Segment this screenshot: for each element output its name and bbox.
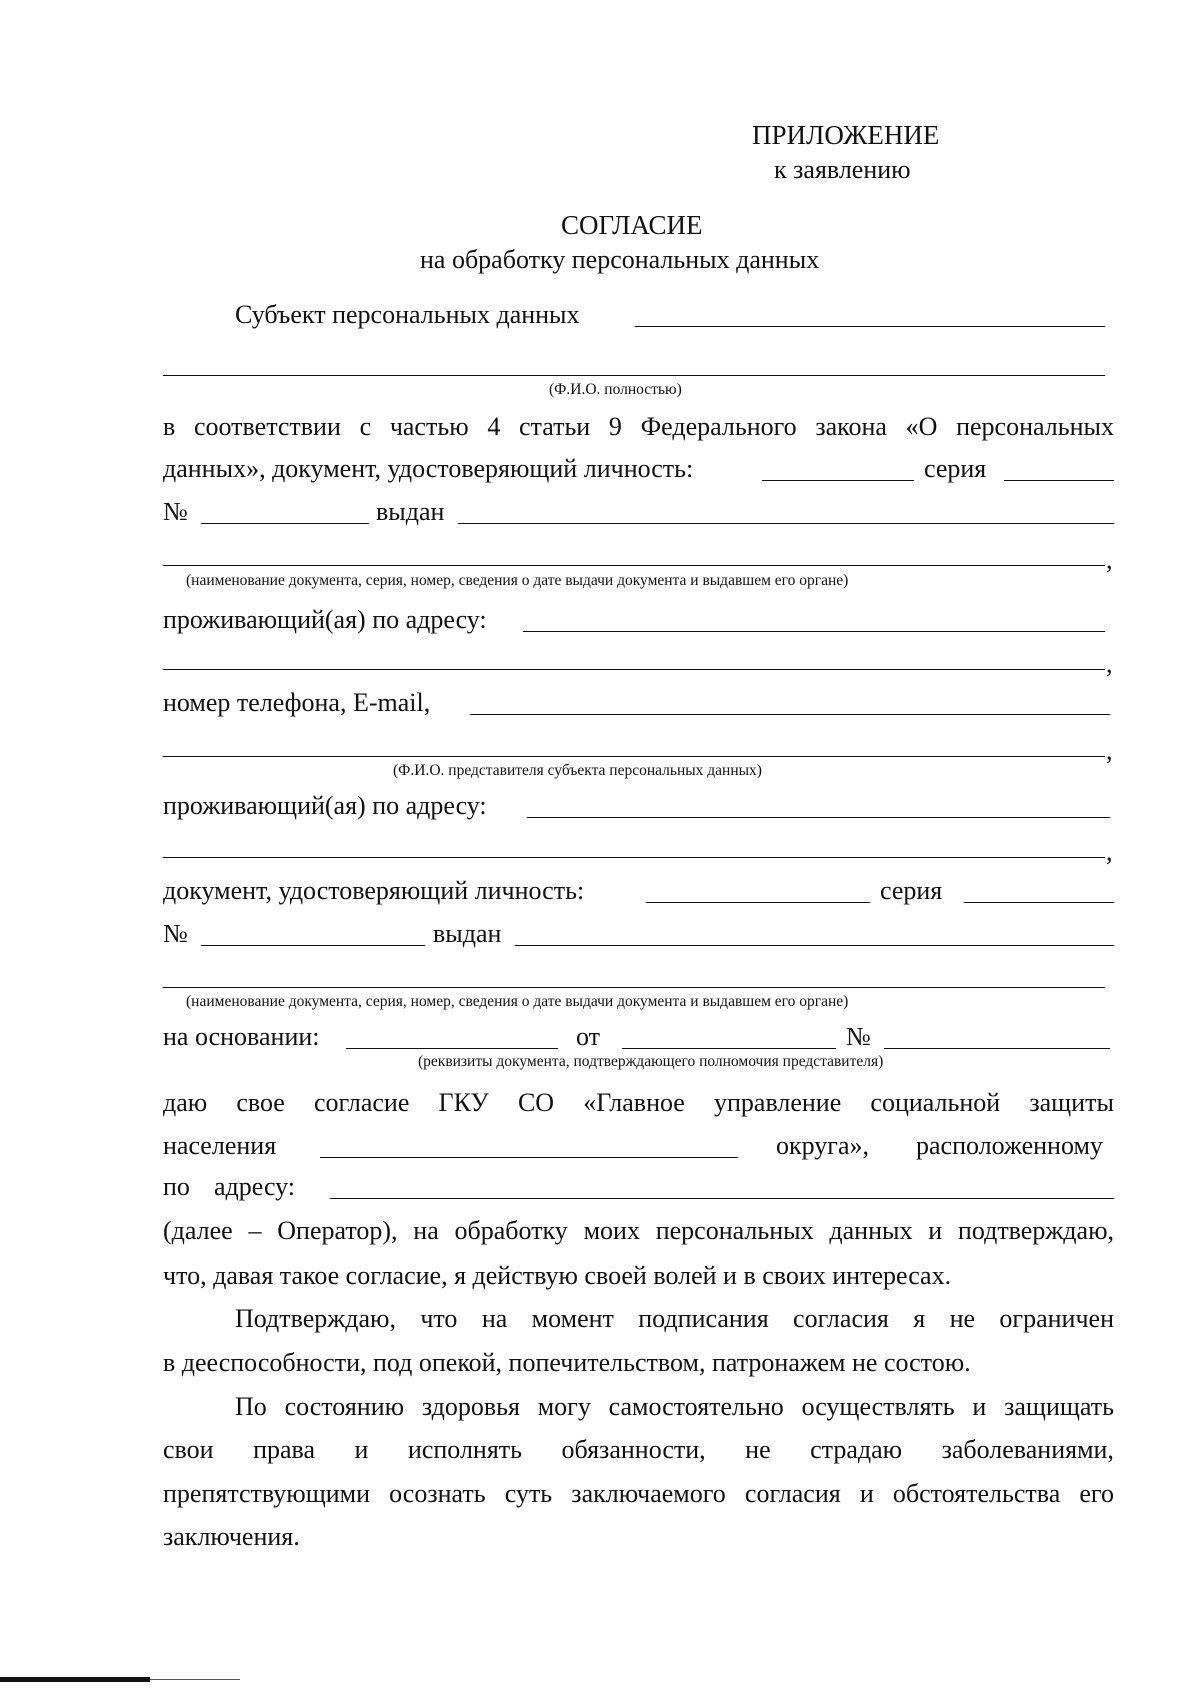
word: защиты (1029, 1088, 1114, 1117)
confirm-line-1 (235, 1304, 1114, 1334)
health-line-4: заключения. (163, 1522, 300, 1551)
word: статьи (519, 412, 591, 441)
basis-date-field[interactable] (622, 1048, 836, 1049)
law-line-1 (163, 412, 1114, 442)
basis-document-field[interactable] (346, 1048, 558, 1049)
representative-name-field[interactable] (163, 756, 1105, 757)
representative-address-field[interactable] (527, 817, 1110, 818)
located-label: расположенному (916, 1131, 1103, 1160)
word: могу (537, 1392, 591, 1421)
health-line-1 (235, 1392, 1114, 1422)
word: обязанности, (561, 1435, 706, 1464)
word: свое (236, 1088, 285, 1117)
word: состоянию (284, 1392, 405, 1421)
comma: , (1106, 545, 1113, 574)
issued-label: выдан (376, 497, 445, 526)
word: персональных (956, 412, 1114, 441)
word: заключаемого (571, 1479, 726, 1508)
word: даю (163, 1088, 208, 1117)
appendix-subheading: к заявлению (774, 155, 911, 184)
subject-label: Субъект персональных данных (235, 300, 580, 329)
word: (далее (163, 1216, 233, 1245)
appendix-heading: ПРИЛОЖЕНИЕ (752, 120, 940, 150)
number-sign: № (846, 1022, 871, 1051)
word: его (1079, 1479, 1114, 1508)
word: момент (531, 1304, 614, 1333)
word: ограничен (999, 1304, 1114, 1333)
subject-name-field[interactable] (635, 326, 1105, 327)
word: согласие (313, 1088, 410, 1117)
word: подписания (638, 1304, 769, 1333)
word: персональных (655, 1216, 814, 1245)
word: не (949, 1304, 976, 1333)
word: не (745, 1435, 771, 1464)
word: права (253, 1435, 315, 1464)
series-label: серия (924, 454, 987, 483)
word: соответствии (193, 412, 341, 441)
representative-issued-by-field[interactable] (515, 945, 1114, 946)
confirm-line-2: в дееспособности, под опекой, попечительством, патронажем не состою. (163, 1348, 971, 1377)
word: данных (829, 1216, 913, 1245)
operator-line-2: что, давая такое согласие, я действую своей волей и в своих интересах. (163, 1261, 952, 1290)
population-label: населения (163, 1131, 277, 1160)
phone-label: номер телефона, E-mail, (163, 688, 431, 717)
word: 4 (487, 412, 501, 441)
id-document-label: документ, удостоверяющий личность: (163, 876, 585, 905)
basis-label: на основании: (163, 1022, 320, 1051)
representative-caption: (Ф.И.О. представителя субъекта персональных данных) (393, 762, 762, 779)
phone-email-field[interactable] (470, 714, 1110, 715)
word: Оператор), (277, 1216, 398, 1245)
word: свои (163, 1435, 214, 1464)
word: 9 (608, 412, 622, 441)
word: моих (583, 1216, 640, 1245)
document-title: СОГЛАСИЕ (561, 210, 703, 240)
operator-line-1 (163, 1216, 1114, 1246)
number-sign: № (163, 919, 188, 948)
word: с (359, 412, 372, 441)
word: По (235, 1392, 267, 1421)
issued-details-field[interactable] (163, 565, 1105, 566)
word: защищать (1004, 1392, 1114, 1421)
basis-caption: (реквизиты документа, подтверждающего полномочия представителя) (418, 1053, 884, 1070)
word: препятствующими (163, 1479, 371, 1508)
word: что (420, 1304, 458, 1333)
comma: , (1106, 649, 1113, 678)
word: в (163, 412, 176, 441)
document-subtitle: на обработку персональных данных (420, 245, 820, 274)
word: суть (504, 1479, 553, 1508)
subject-fullname-field[interactable] (163, 375, 1105, 376)
word: и (859, 1479, 874, 1508)
basis-number-field[interactable] (884, 1048, 1110, 1049)
word: Подтверждаю, (235, 1304, 396, 1333)
word: заболеваниями, (941, 1435, 1114, 1464)
address-field-line-2[interactable] (163, 669, 1105, 670)
address-label: проживающий(ая) по адресу: (163, 605, 487, 634)
word: здоровья (421, 1392, 520, 1421)
word: осознать (389, 1479, 486, 1508)
comma: , (1106, 736, 1113, 765)
representative-address-field-line-2[interactable] (163, 857, 1105, 858)
word: СО (517, 1088, 555, 1117)
district-label: округа», (776, 1131, 869, 1160)
issued-label: выдан (433, 919, 502, 948)
word: осуществлять (801, 1392, 955, 1421)
health-line-3 (163, 1479, 1114, 1509)
word: согласия (744, 1479, 841, 1508)
word: «О (905, 412, 938, 441)
word: на (481, 1304, 508, 1333)
representative-issued-details-field[interactable] (163, 987, 1105, 988)
fio-caption: (Ф.И.О. полностью) (549, 381, 682, 398)
word: управление (713, 1088, 842, 1117)
word: частью (389, 412, 469, 441)
word: я (913, 1304, 926, 1333)
word: и (928, 1216, 943, 1245)
comma: , (1106, 837, 1113, 866)
page-edge-mark-thin (150, 1679, 240, 1680)
operator-address-field[interactable] (330, 1198, 1114, 1199)
word: самостоятельно (608, 1392, 784, 1421)
word: и (354, 1435, 369, 1464)
number-sign: № (163, 497, 188, 526)
health-line-2 (163, 1435, 1114, 1465)
word: обстоятельства (892, 1479, 1061, 1508)
document-caption: (наименование документа, серия, номер, сведения о дате выдачи документа и выдавшем его органе) (186, 572, 849, 589)
word: страдаю (810, 1435, 903, 1464)
word: подтверждаю, (957, 1216, 1114, 1245)
from-label: от (576, 1022, 601, 1051)
issued-by-field[interactable] (458, 523, 1114, 524)
district-field[interactable] (320, 1157, 738, 1158)
address-word-label: адресу: (214, 1172, 296, 1201)
word: исполнять (407, 1435, 523, 1464)
word: на (413, 1216, 439, 1245)
word: и (972, 1392, 987, 1421)
document-caption: (наименование документа, серия, номер, сведения о дате выдачи документа и выдавшем его органе) (186, 993, 849, 1010)
number-field[interactable] (201, 523, 369, 524)
representative-series-field[interactable] (964, 902, 1114, 903)
address-field[interactable] (523, 631, 1105, 632)
id-document-field[interactable] (762, 480, 914, 481)
word: социальной (870, 1088, 1001, 1117)
word: обработку (454, 1216, 568, 1245)
representative-number-field[interactable] (201, 945, 425, 946)
series-label: серия (880, 876, 943, 905)
page-edge-mark (0, 1677, 150, 1682)
word: Федерального (640, 412, 797, 441)
word: – (248, 1216, 262, 1245)
representative-address-label: проживающий(ая) по адресу: (163, 791, 487, 820)
representative-id-field[interactable] (646, 902, 870, 903)
consent-line-1 (163, 1088, 1114, 1118)
by-label: по (163, 1172, 190, 1201)
word: «Главное (583, 1088, 685, 1117)
word: закона (815, 412, 887, 441)
word: ГКУ (438, 1088, 489, 1117)
word: согласия (793, 1304, 889, 1333)
series-field[interactable] (1004, 480, 1114, 481)
law-line-2-text: данных», документ, удостоверяющий личность: (163, 454, 694, 483)
